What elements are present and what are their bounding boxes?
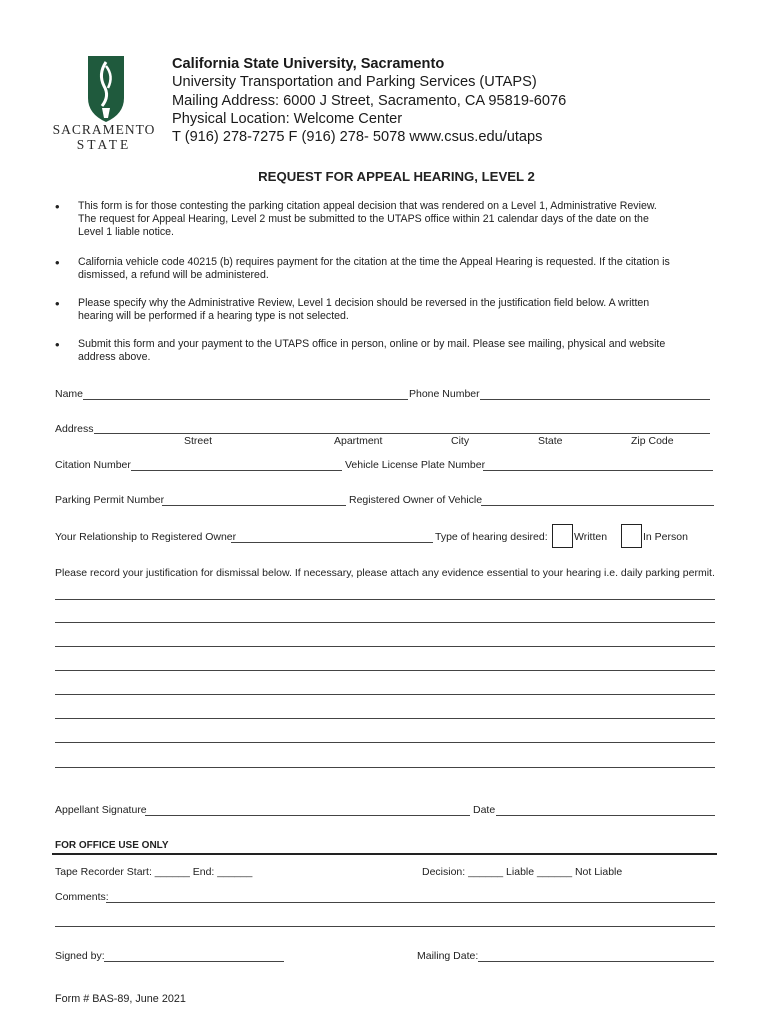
street-sublabel: Street <box>184 435 213 447</box>
bullet-text-1: This form is for those contesting the parking citation appeal decision that was rendered on a Level 1, Administrative Review. The request for Appeal Hearing, Level 2 must be submitted to the UTAPS office within 21 calendar days of the date on the Level 1 liable notice. <box>78 200 657 238</box>
mailing-date-label: Mailing Date: <box>417 950 479 962</box>
address-label: Address <box>55 423 94 435</box>
physical-location: Physical Location: Welcome Center <box>172 111 403 127</box>
justification-prompt: Please record your justification for dismissal below. If necessary, please attach any evidence essential to your hearing i.e. daily parking permit. <box>55 567 715 579</box>
logo-wordmark-line1: SACRAMENTO <box>52 122 156 137</box>
in-person-label: In Person <box>643 531 688 543</box>
form-number: Form # BAS-89, June 2021 <box>55 993 186 1005</box>
permit-label: Parking Permit Number <box>55 494 165 506</box>
state-sublabel: State <box>538 435 563 447</box>
justification-line[interactable] <box>55 694 715 695</box>
appellant-signature-label: Appellant Signature <box>55 804 147 816</box>
bullet-icon: • <box>55 296 60 311</box>
in-person-checkbox[interactable] <box>621 524 642 548</box>
logo-wordmark-line2: STATE <box>76 137 132 152</box>
plate-field[interactable] <box>483 470 713 471</box>
university-name: California State University, Sacramento <box>172 56 445 72</box>
plate-label: Vehicle License Plate Number <box>345 459 486 471</box>
bullet-icon: • <box>55 337 60 352</box>
signed-by-field[interactable] <box>104 961 284 962</box>
justification-line[interactable] <box>55 742 715 743</box>
bullet-text-2: California vehicle code 40215 (b) requires payment for the citation at the time the Appeal Hearing is requested. If the citation is dismissed, a refund will be administered. <box>78 256 670 281</box>
citation-field[interactable] <box>131 470 342 471</box>
justification-line[interactable] <box>55 718 715 719</box>
relationship-label: Your Relationship to Registered Owner <box>55 531 237 543</box>
signed-by-label: Signed by: <box>55 950 105 962</box>
hearing-type-label: Type of hearing desired: <box>435 531 548 543</box>
comments-field[interactable] <box>55 926 715 927</box>
form-title: REQUEST FOR APPEAL HEARING, LEVEL 2 <box>258 169 535 184</box>
citation-label: Citation Number <box>55 459 131 471</box>
bullet-text-4: Submit this form and your payment to the UTAPS office in person, online or by mail. Please see mailing, physical and website address above. <box>78 338 666 363</box>
comments-field[interactable] <box>106 902 715 903</box>
permit-field[interactable] <box>162 505 346 506</box>
justification-line[interactable] <box>55 622 715 623</box>
office-use-heading: FOR OFFICE USE ONLY <box>55 840 169 851</box>
relationship-field[interactable] <box>231 542 433 543</box>
bullet-icon: • <box>55 199 60 214</box>
written-checkbox[interactable] <box>552 524 573 548</box>
justification-line[interactable] <box>55 599 715 600</box>
date-field[interactable] <box>496 815 715 816</box>
written-label: Written <box>574 531 608 543</box>
appellant-signature-field[interactable] <box>145 815 470 816</box>
comments-label: Comments: <box>55 891 109 903</box>
phone-label: Phone Number <box>409 388 480 400</box>
mailing-address: Mailing Address: 6000 J Street, Sacramento, CA 95819-6076 <box>172 93 567 109</box>
justification-line[interactable] <box>55 646 715 647</box>
bullet-icon: • <box>55 255 60 270</box>
department-name: University Transportation and Parking Services (UTAPS) <box>172 74 537 90</box>
owner-field[interactable] <box>481 505 714 506</box>
contact-info: T (916) 278-7275 F (916) 278- 5078 www.csus.edu/utaps <box>172 129 543 145</box>
phone-field[interactable] <box>480 399 710 400</box>
apartment-sublabel: Apartment <box>334 435 383 447</box>
date-label: Date <box>473 804 496 816</box>
address-field[interactable] <box>94 433 710 434</box>
justification-line[interactable] <box>55 767 715 768</box>
city-sublabel: City <box>451 435 470 447</box>
owner-label: Registered Owner of Vehicle <box>349 494 483 506</box>
office-divider <box>52 853 717 855</box>
zip-sublabel: Zip Code <box>631 435 674 447</box>
name-label: Name <box>55 388 84 400</box>
justification-line[interactable] <box>55 670 715 671</box>
mailing-date-field[interactable] <box>478 961 714 962</box>
tape-recorder-text: Tape Recorder Start: ______ End: ______ <box>55 866 253 878</box>
bullet-text-3: Please specify why the Administrative Review, Level 1 decision should be reversed in the justification field below. A written hearing will be performed if a hearing type is not selected. <box>78 297 650 322</box>
name-field[interactable] <box>83 399 408 400</box>
decision-text: Decision: ______ Liable ______ Not Liable <box>422 866 623 878</box>
